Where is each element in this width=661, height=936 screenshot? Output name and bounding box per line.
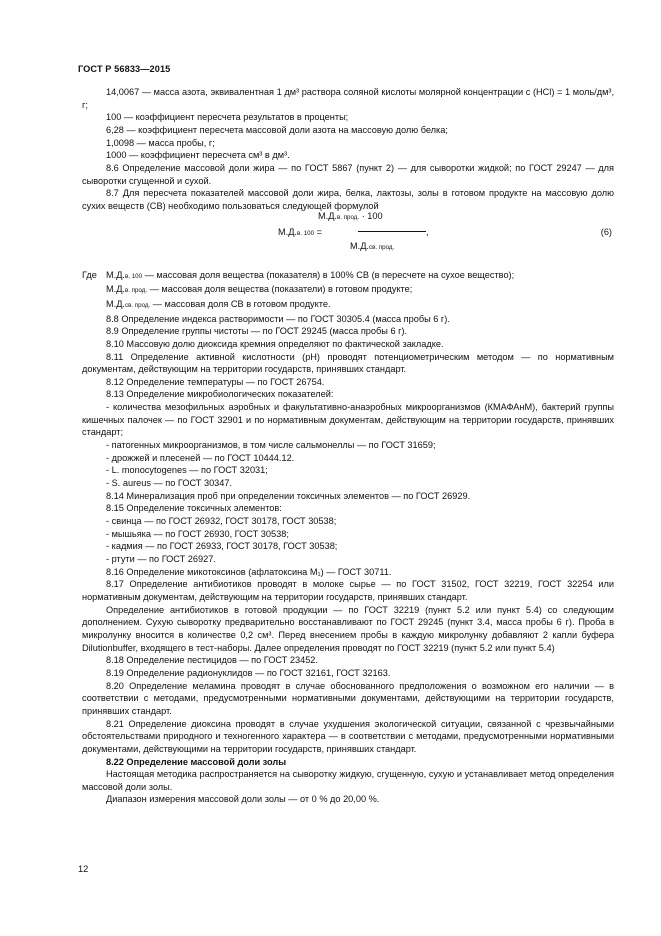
page-number: 12	[78, 864, 89, 874]
where-item-3: М.Д.св. прод. — массовая доля СВ в готовом продукте.	[106, 298, 331, 309]
para-8-18: 8.18 Определение пестицидов — по ГОСТ 23452.	[106, 655, 318, 666]
para-8-22-scope: Настоящая методика распространяется на сыворотку жидкую, сгущенную, сухую и устанавливает метод определения массовой доли золы.	[82, 769, 614, 792]
formula-numerator: М.Д.в. прод. · 100	[318, 210, 383, 221]
para-8-6: 8.6 Определение массовой доли жира — по ГОСТ 5867 (пункт 2) — для сыворотки жидкой; по ГОСТ 29247 — для сыворотки сгущенной и сухой.	[82, 162, 614, 186]
where-item-2: М.Д.в. прод. — массовая доля вещества (показатели) в готовом продукте;	[106, 284, 413, 295]
micro-item: - дрожжей и плесеней — по ГОСТ 10444.12.	[106, 452, 295, 463]
where-label: Где	[82, 269, 97, 280]
para-8-20: 8.20 Определение меламина проводят в случае обоснованного предположения о возможном его наличии — в соответствии с методами, предусмотренными нормативными документами, действующими на территории государств, принявших стандарт.	[82, 680, 614, 716]
micro-item: - S. aureus — по ГОСТ 30347.	[106, 478, 233, 489]
para-8-17-antibiotics: Определение антибиотиков в готовой продукции — по ГОСТ 32219 (пункт 5.2 или пункт 5.4) со следующим дополнением. Сухую сыворотку предварительно восстанавливают по ГОСТ 29245 (пункт 3.4, масса пробы 6 г). Проба в микролунку вносится в количестве 0,2 см³. Перед внесением пробы в каждую микролунку добавляют 2 капли буфера Dilutionbuffer, входящего в тест-наборы. Далее определения проводят по ГОСТ 32219 (пункт 5.2 или пункт 5.4)	[82, 604, 614, 653]
section-heading-8-22: 8.22 Определение массовой доли золы	[106, 756, 287, 767]
para-8-8: 8.8 Определение индекса растворимости — по ГОСТ 30305.4 (масса пробы 6 г).	[106, 313, 450, 324]
def-protein-coef: 6,28 — коэффициент пересчета массовой доли азота на массовую долю белка;	[106, 124, 448, 135]
toxic-item: - свинца — по ГОСТ 26932, ГОСТ 30178, ГОСТ 30538;	[106, 516, 337, 527]
formula-comma: ,	[426, 226, 429, 237]
para-8-22-range: Диапазон измерения массовой доли золы — от 0 % до 20,00 %.	[106, 794, 380, 805]
micro-item: - количества мезофильных аэробных и факультативно-анаэробных микроорганизмов (КМАФАнМ), бактерий группы кишечных палочек — по ГОСТ 32901 и по нормативным документам, действующим на территории государств, принявших стандарт;	[82, 402, 614, 438]
def-sample-mass: 1,0098 — масса пробы, г;	[106, 137, 215, 148]
def-nitrogen-mass: 14,0067 — масса азота, эквивалентная 1 дм³ раствора соляной кислоты молярной концентрации c (HCl) = 1 моль/дм³, г;	[82, 87, 614, 110]
para-8-11: 8.11 Определение активной кислотности (pH) проводят потенциометрическим методом — по нормативным документам, действующим на территории государств, принявших стандарт.	[82, 351, 614, 375]
para-8-13: 8.13 Определение микробиологических показателей:	[106, 389, 334, 400]
formula-number: (6)	[600, 226, 612, 237]
para-8-12: 8.12 Определение температуры — по ГОСТ 26754.	[106, 376, 325, 387]
para-8-21: 8.21 Определение диоксина проводят в случае ухудшения экологической ситуации, связанной с чрезвычайными обстоятельствами природного и техногенного характера — в соответствии с методами, предусмотренными нормативными документами, действующими на территории государств, принявших стандарт.	[82, 718, 614, 754]
def-volume-coef: 1000 — коэффициент пересчета см³ в дм³.	[106, 150, 290, 161]
toxic-item: - кадмия — по ГОСТ 26933, ГОСТ 30178, ГОСТ 30538;	[106, 541, 338, 552]
formula-lhs: М.Д.в. 100 =	[278, 226, 322, 237]
def-percent-coef: 100 — коэффициент пересчета результатов в проценты;	[106, 112, 349, 123]
toxic-item: - мышьяка — по ГОСТ 26930, ГОСТ 30538;	[106, 528, 289, 539]
where-item-1: Где М.Д.в. 100 — массовая доля вещества (показателя) в 100% СВ (в пересчете на сухое вещество);	[82, 269, 515, 280]
standard-header: ГОСТ Р 56833—2015	[78, 64, 171, 74]
para-8-7: 8.7 Для пересчета показателей массовой доли жира, белка, лактозы, золы в готовом продукте на массовую долю сухих веществ (СВ) необходимо пользоваться следующей формулой	[82, 188, 614, 211]
para-8-15: 8.15 Определение токсичных элементов:	[106, 503, 282, 514]
formula-6	[82, 210, 614, 269]
document-body	[82, 86, 614, 806]
para-8-16: 8.16 Определение микотоксинов (афлатоксина M₁) — ГОСТ 30711.	[106, 566, 392, 577]
micro-item: - патогенных микроорганизмов, в том числе сальмонеллы — по ГОСТ 31659;	[106, 440, 436, 451]
para-8-10: 8.10 Массовую долю диоксида кремния определяют по фактической закладке.	[106, 338, 444, 349]
micro-item: - L. monocytogenes — по ГОСТ 32031;	[106, 465, 268, 476]
para-8-19: 8.19 Определение радионуклидов — по ГОСТ 32161, ГОСТ 32163.	[106, 667, 391, 678]
toxic-item: - ртути — по ГОСТ 26927.	[106, 554, 216, 564]
formula-denominator: М.Д.св. прод.	[350, 240, 395, 251]
para-8-9: 8.9 Определение группы чистоты — по ГОСТ 29245 (масса пробы 6 г).	[106, 326, 408, 337]
para-8-17: 8.17 Определение антибиотиков проводят в молоке сырье — по ГОСТ 31502, ГОСТ 32219, ГОСТ 32254 или нормативным документам, действующим на территории государств, принявших стандарт.	[82, 579, 614, 602]
fraction-bar	[358, 231, 426, 232]
para-8-14: 8.14 Минерализация проб при определении токсичных элементов — по ГОСТ 26929.	[106, 490, 471, 501]
